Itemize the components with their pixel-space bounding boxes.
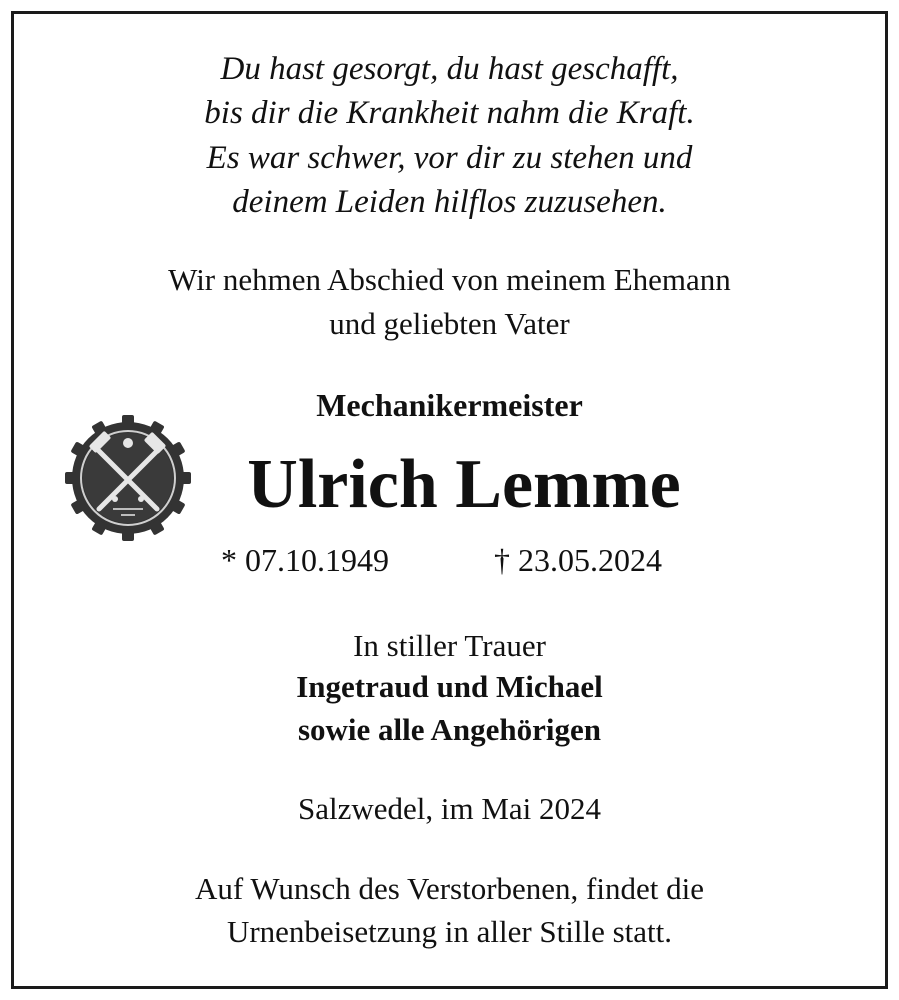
deceased-title: Mechanikermeister [316, 387, 583, 423]
obituary-notice [11, 11, 888, 989]
death-date: † 23.05.2024 [494, 542, 662, 578]
birth-date: * 07.10.1949 [221, 542, 389, 578]
poem-line-1: Du hast gesorgt, du hast geschafft, [220, 51, 679, 87]
deceased-name: Ulrich Lemme [247, 446, 681, 523]
mourning-intro: In stiller Trauer [353, 628, 546, 663]
poem-line-4: deinem Leiden hilflos zuzusehen. [232, 184, 667, 220]
notice-line-2: Urnenbeisetzung in aller Stille statt. [226, 914, 673, 949]
place-and-date: Salzwedel, im Mai 2024 [297, 791, 602, 826]
poem-line-2: bis dir die Krankheit nahm die Kraft. [204, 95, 695, 131]
farewell-line-2: und geliebten Vater [329, 306, 570, 341]
hammer-and-pick-gear-emblem-icon [63, 413, 193, 543]
poem-line-3: Es war schwer, vor dir zu stehen und [206, 140, 693, 176]
mourner-names: Ingetraud und Michael [296, 669, 603, 704]
farewell-line-1: Wir nehmen Abschied von meinem Ehemann [168, 262, 731, 297]
notice-line-1: Auf Wunsch des Verstorbenen, findet die [195, 871, 704, 906]
mourner-relatives: sowie alle Angehörigen [297, 712, 602, 747]
